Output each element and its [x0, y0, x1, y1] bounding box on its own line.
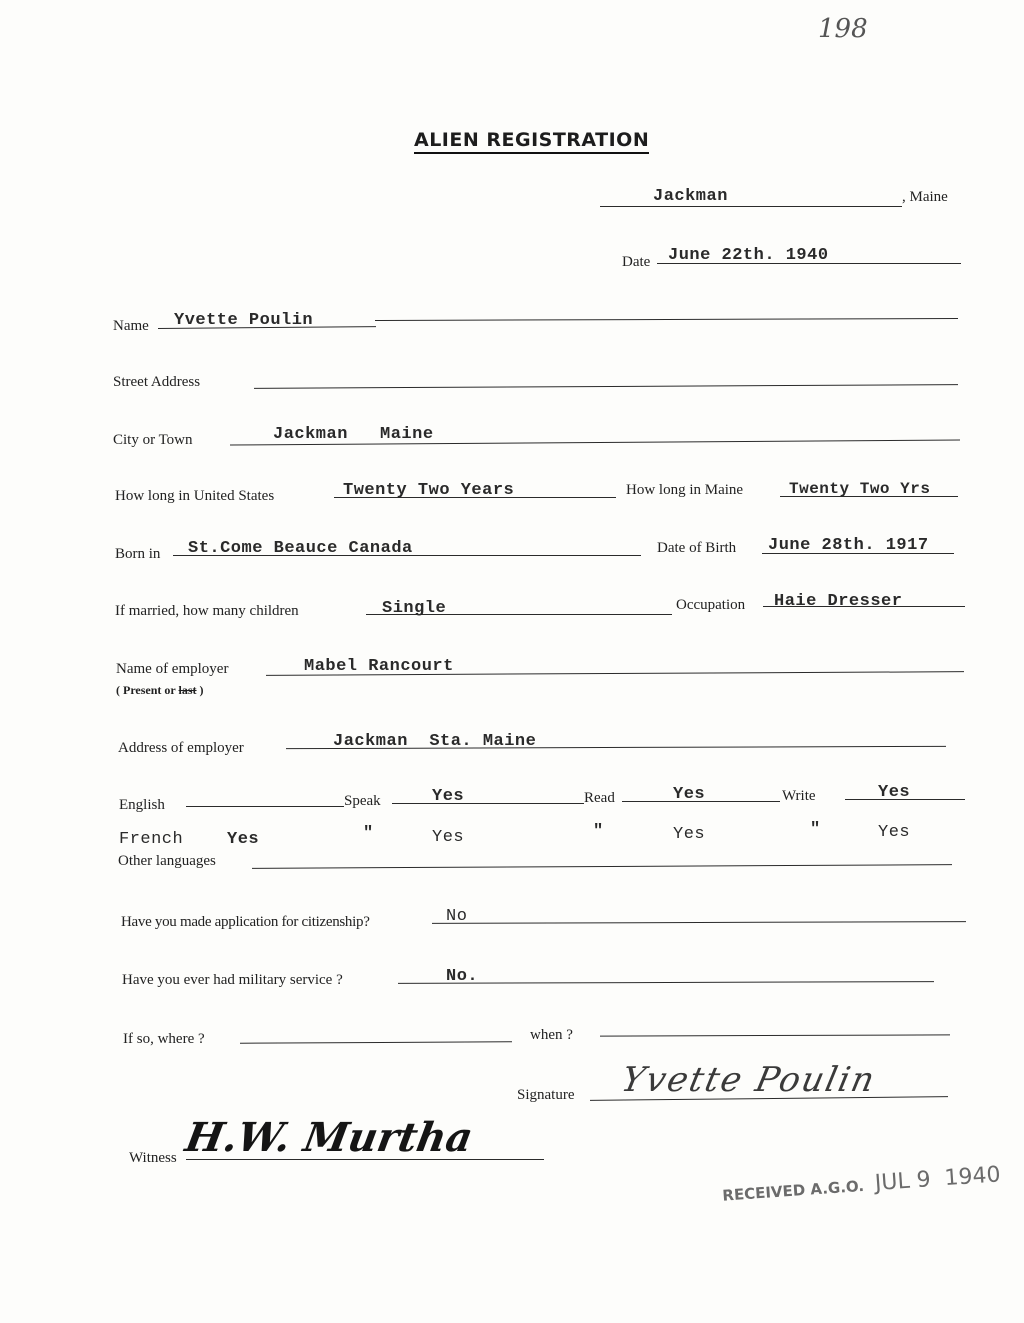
street-address-label: Street Address: [113, 374, 201, 390]
employer-address-value: Jackman Sta. Maine: [333, 732, 537, 751]
french-read-ditto: ": [593, 822, 604, 841]
employer-label: Name of employer: [116, 661, 229, 677]
date-of-birth-value: June 28th. 1917: [768, 536, 929, 555]
when-line: [600, 1034, 950, 1036]
if-so-where-label: If so, where ?: [123, 1031, 205, 1047]
form-title: ALIEN REGISTRATION: [414, 129, 649, 154]
occupation-label: Occupation: [676, 597, 746, 613]
english-speak-value: Yes: [432, 787, 465, 806]
french-speak-ditto: ": [363, 824, 374, 843]
received-stamp-text: RECEIVED A.G.O.: [721, 1176, 865, 1205]
citizenship-line: [432, 921, 966, 924]
received-stamp: [721, 1162, 1001, 1206]
read-label: Read: [584, 790, 615, 806]
received-stamp-date: JUL 9 1940: [874, 1162, 1002, 1197]
city-town-value: Jackman Maine: [273, 425, 434, 444]
employer-value: Mabel Rancourt: [304, 657, 454, 676]
english-label: English: [119, 797, 165, 813]
when-label: when ?: [530, 1027, 573, 1043]
witness-label: Witness: [129, 1150, 177, 1166]
date-of-birth-label: Date of Birth: [657, 540, 737, 556]
how-long-maine-value: Twenty Two Yrs: [789, 480, 931, 498]
french-label: French: [119, 830, 184, 849]
how-long-us-label: How long in United States: [115, 488, 275, 504]
name-value: Yvette Poulin: [174, 311, 314, 330]
state-label: , Maine: [902, 189, 948, 205]
signature-value: Yvette Poulin: [617, 1060, 880, 1100]
born-in-label: Born in: [115, 546, 161, 562]
english-write-value: Yes: [878, 783, 911, 802]
occupation-value: Haie Dresser: [774, 592, 903, 611]
children-label: If married, how many children: [115, 603, 299, 619]
street-address-line: [254, 384, 958, 389]
speak-line: [392, 803, 584, 804]
city-header-line: [600, 206, 902, 207]
english-line: [186, 806, 344, 807]
date-label: Date: [622, 254, 651, 270]
employer-sublabel-struck: last: [178, 683, 197, 697]
french-write-ditto: ": [810, 820, 821, 839]
if-so-where-line: [240, 1041, 512, 1043]
military-label: Have you ever had military service ?: [122, 972, 343, 988]
write-label: Write: [782, 788, 816, 804]
french-value: Yes: [227, 830, 260, 849]
military-value: No.: [446, 967, 479, 986]
date-value: June 22th. 1940: [668, 246, 829, 265]
employer-sublabel: [116, 683, 204, 698]
name-line-right: [375, 318, 958, 321]
citizenship-label: Have you made application for citizenship?: [121, 914, 370, 930]
witness-value: H.W. Murtha: [181, 1114, 477, 1161]
french-speak-value: Yes: [432, 828, 465, 847]
military-line: [398, 981, 934, 984]
english-read-value: Yes: [673, 785, 706, 804]
speak-label: Speak: [344, 793, 381, 809]
employer-address-label: Address of employer: [118, 740, 244, 756]
how-long-us-value: Twenty Two Years: [343, 481, 515, 500]
other-languages-line: [252, 864, 952, 869]
how-long-maine-label: How long in Maine: [626, 482, 744, 498]
signature-label: Signature: [517, 1087, 575, 1103]
citizenship-value: No: [446, 907, 468, 926]
page-number: 198: [818, 14, 868, 44]
children-value: Single: [382, 599, 447, 618]
french-read-value: Yes: [673, 825, 706, 844]
french-write-value: Yes: [878, 823, 911, 842]
born-in-value: St.Come Beauce Canada: [188, 539, 413, 558]
name-label: Name: [113, 318, 149, 334]
employer-sublabel-post: ): [196, 683, 204, 697]
other-languages-label: Other languages: [118, 853, 216, 869]
city-header-value: Jackman: [653, 187, 728, 206]
employer-sublabel-pre: ( Present or: [116, 683, 179, 697]
city-town-label: City or Town: [113, 432, 193, 448]
